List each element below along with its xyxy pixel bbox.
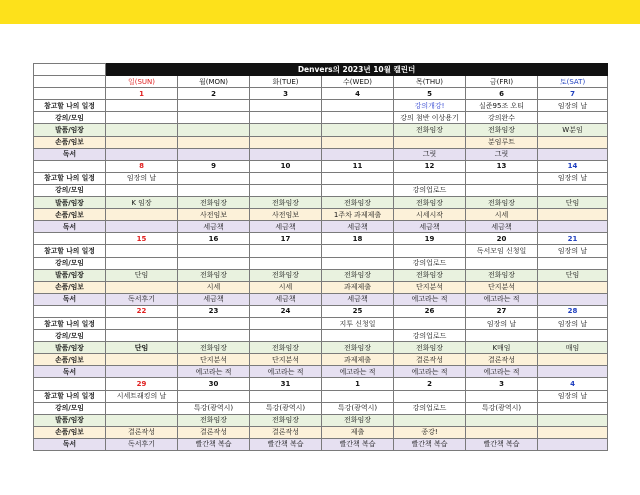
date-row-spacer xyxy=(34,233,106,245)
calendar-cell[interactable] xyxy=(538,281,608,293)
date-cell: 29 xyxy=(106,378,178,390)
calendar-cell[interactable]: 강의업로드 xyxy=(394,184,466,196)
date-cell: 4 xyxy=(322,88,394,100)
calendar-cell[interactable]: 전화임장 xyxy=(250,269,322,281)
reading-row xyxy=(34,366,608,378)
analysis-row xyxy=(34,136,608,148)
row-label: 참고할 나의 일정 xyxy=(34,172,106,184)
calendar-cell[interactable]: 전화임장 xyxy=(250,342,322,354)
calendar-cell[interactable]: 전화임장 xyxy=(394,197,466,209)
calendar-cell[interactable]: 그릿 xyxy=(466,148,538,160)
calendar-cell[interactable] xyxy=(250,245,322,257)
calendar-cell[interactable] xyxy=(394,136,466,148)
row-label: 손품/임보 xyxy=(34,426,106,438)
date-cell: 1 xyxy=(322,378,394,390)
calendar-cell[interactable]: 결론작성 xyxy=(466,354,538,366)
calendar-cell[interactable] xyxy=(178,148,250,160)
date-row xyxy=(34,378,608,390)
calendar-cell[interactable]: 임장의 날 xyxy=(538,100,608,112)
weekday-tue: 화(TUE) xyxy=(250,76,322,88)
schedule-row xyxy=(34,317,608,329)
calendar-cell[interactable] xyxy=(538,112,608,124)
calendar-cell[interactable]: 강의완수 xyxy=(466,112,538,124)
row-label: 발품/임장 xyxy=(34,414,106,426)
row-label: 강의/모임 xyxy=(34,330,106,342)
lecture-row xyxy=(34,257,608,269)
calendar-cell[interactable] xyxy=(106,414,178,426)
calendar-cell[interactable]: 사전임보 xyxy=(250,209,322,221)
calendar-cell[interactable] xyxy=(322,245,394,257)
calendar-cell[interactable]: 전화임장 xyxy=(394,342,466,354)
date-row xyxy=(34,305,608,317)
calendar-cell[interactable] xyxy=(178,124,250,136)
date-row xyxy=(34,160,608,172)
reading-row xyxy=(34,221,608,233)
date-cell: 14 xyxy=(538,160,608,172)
calendar-cell[interactable]: 결론작성 xyxy=(394,354,466,366)
calendar-cell[interactable] xyxy=(538,366,608,378)
date-row xyxy=(34,233,608,245)
row-label: 참고할 나의 일정 xyxy=(34,390,106,402)
lecture-row xyxy=(34,402,608,414)
schedule-row xyxy=(34,172,608,184)
date-cell: 9 xyxy=(178,160,250,172)
row-label: 발품/임장 xyxy=(34,124,106,136)
schedule-row xyxy=(34,390,608,402)
calendar-cell[interactable]: 단임 xyxy=(106,269,178,281)
calendar-cell[interactable]: 분임루트 xyxy=(466,136,538,148)
calendar-cell[interactable] xyxy=(178,136,250,148)
calendar-cell[interactable]: 세금책 xyxy=(178,221,250,233)
calendar-cell[interactable] xyxy=(178,100,250,112)
calendar-cell[interactable] xyxy=(250,390,322,402)
calendar-cell[interactable] xyxy=(538,293,608,305)
date-cell: 19 xyxy=(394,233,466,245)
date-cell: 10 xyxy=(250,160,322,172)
calendar-cell[interactable] xyxy=(178,330,250,342)
calendar-cell[interactable] xyxy=(250,184,322,196)
calendar-cell[interactable]: 시세트래킹의 날 xyxy=(106,390,178,402)
date-cell: 3 xyxy=(466,378,538,390)
calendar-cell[interactable] xyxy=(538,184,608,196)
calendar-cell[interactable]: 특강(광역시) xyxy=(178,402,250,414)
calendar-cell[interactable]: 독서모임 신청일 xyxy=(466,245,538,257)
lecture-row xyxy=(34,112,608,124)
calendar-cell[interactable] xyxy=(106,112,178,124)
calendar-cell[interactable]: 에고라는 적 xyxy=(466,366,538,378)
calendar-cell[interactable] xyxy=(106,317,178,329)
row-label: 손품/임보 xyxy=(34,354,106,366)
calendar-cell[interactable]: 전화임장 xyxy=(250,197,322,209)
date-cell: 8 xyxy=(106,160,178,172)
weekday-sun: 일(SUN) xyxy=(106,76,178,88)
row-label: 참고할 나의 일정 xyxy=(34,245,106,257)
calendar-cell[interactable]: 시세 xyxy=(178,281,250,293)
row-label: 참고할 나의 일정 xyxy=(34,317,106,329)
calendar-cell[interactable]: 빨간책 복습 xyxy=(250,438,322,450)
date-cell: 31 xyxy=(250,378,322,390)
calendar-cell[interactable] xyxy=(466,257,538,269)
date-cell: 5 xyxy=(394,88,466,100)
calendar-cell[interactable] xyxy=(322,257,394,269)
weekday-header-row xyxy=(34,76,608,88)
calendar-cell[interactable] xyxy=(250,112,322,124)
date-cell: 24 xyxy=(250,305,322,317)
calendar-cell[interactable]: 단지분석 xyxy=(178,354,250,366)
calendar-cell[interactable]: 에고라는 적 xyxy=(322,366,394,378)
date-row-spacer xyxy=(34,305,106,317)
calendar-cell[interactable] xyxy=(178,390,250,402)
weekday-wed: 수(WED) xyxy=(322,76,394,88)
calendar-cell[interactable]: 에고라는 적 xyxy=(466,293,538,305)
calendar-cell[interactable]: 에고라는 적 xyxy=(250,366,322,378)
calendar-cell[interactable] xyxy=(250,317,322,329)
calendar-cell[interactable]: 시세시작 xyxy=(394,209,466,221)
lecture-row xyxy=(34,330,608,342)
weekday-mon: 월(MON) xyxy=(178,76,250,88)
calendar-cell[interactable] xyxy=(178,172,250,184)
reading-row xyxy=(34,293,608,305)
fieldwork-row xyxy=(34,197,608,209)
date-cell: 7 xyxy=(538,88,608,100)
calendar-cell[interactable] xyxy=(538,402,608,414)
row-label: 발품/임장 xyxy=(34,269,106,281)
calendar-cell[interactable]: 강의개강! xyxy=(394,100,466,112)
calendar-cell[interactable] xyxy=(250,124,322,136)
calendar-cell[interactable]: K매임 xyxy=(466,342,538,354)
date-cell: 2 xyxy=(394,378,466,390)
date-cell: 13 xyxy=(466,160,538,172)
calendar-cell[interactable] xyxy=(106,330,178,342)
calendar-cell[interactable]: 전화임장 xyxy=(322,197,394,209)
calendar-cell[interactable]: 세금책 xyxy=(250,293,322,305)
calendar-cell[interactable]: 세금책 xyxy=(250,221,322,233)
calendar-cell[interactable] xyxy=(106,184,178,196)
date-row-spacer xyxy=(34,160,106,172)
date-row xyxy=(34,88,608,100)
calendar-cell[interactable]: 임장의 날 xyxy=(538,172,608,184)
calendar-cell[interactable]: 세금책 xyxy=(394,221,466,233)
calendar-cell[interactable] xyxy=(322,330,394,342)
calendar-cell[interactable]: 독서후기 xyxy=(106,438,178,450)
calendar-cell[interactable]: 강의업로드 xyxy=(394,402,466,414)
calendar-body xyxy=(34,64,608,451)
calendar-cell[interactable]: 특강(광역시) xyxy=(466,402,538,414)
calendar-cell[interactable]: 종강! xyxy=(394,426,466,438)
schedule-row xyxy=(34,245,608,257)
row-label: 발품/임장 xyxy=(34,197,106,209)
calendar-cell[interactable] xyxy=(322,112,394,124)
calendar-cell[interactable]: 전화임장 xyxy=(178,269,250,281)
calendar-cell[interactable] xyxy=(322,124,394,136)
calendar-cell[interactable]: 단지분석 xyxy=(250,354,322,366)
calendar-cell[interactable] xyxy=(466,426,538,438)
calendar-cell[interactable] xyxy=(178,184,250,196)
calendar-cell[interactable]: 임장의 날 xyxy=(538,317,608,329)
calendar-cell[interactable] xyxy=(538,136,608,148)
calendar-cell[interactable]: 사전임보 xyxy=(178,209,250,221)
calendar-cell[interactable]: 1주차 과제제출 xyxy=(322,209,394,221)
date-cell: 1 xyxy=(106,88,178,100)
calendar-cell[interactable]: 지투 신청일 xyxy=(322,317,394,329)
calendar-cell[interactable] xyxy=(106,354,178,366)
calendar-cell[interactable]: 실준95조 오티 xyxy=(466,100,538,112)
row-label: 독서 xyxy=(34,293,106,305)
calendar-cell[interactable]: 특강(광역시) xyxy=(250,402,322,414)
date-cell: 30 xyxy=(178,378,250,390)
calendar-cell[interactable] xyxy=(538,209,608,221)
calendar-cell[interactable] xyxy=(394,245,466,257)
calendar-cell[interactable]: 과제제출 xyxy=(322,281,394,293)
calendar-cell[interactable] xyxy=(178,257,250,269)
calendar-cell[interactable]: 전화임장 xyxy=(466,124,538,136)
calendar-cell[interactable] xyxy=(466,390,538,402)
calendar-cell[interactable]: 단지분석 xyxy=(394,281,466,293)
calendar-cell[interactable]: 세금책 xyxy=(178,293,250,305)
calendar-cell[interactable]: 시세 xyxy=(250,281,322,293)
date-cell: 23 xyxy=(178,305,250,317)
calendar-cell[interactable]: 임장의 날 xyxy=(538,245,608,257)
calendar-cell[interactable]: 전화임장 xyxy=(394,124,466,136)
date-cell: 2 xyxy=(178,88,250,100)
calendar-cell[interactable]: 특강(광역시) xyxy=(322,402,394,414)
calendar-cell[interactable] xyxy=(106,245,178,257)
calendar-cell[interactable]: 전화임장 xyxy=(466,197,538,209)
row-label: 독서 xyxy=(34,148,106,160)
calendar-cell[interactable] xyxy=(394,390,466,402)
reading-row xyxy=(34,148,608,160)
row-label: 강의/모임 xyxy=(34,257,106,269)
date-cell: 6 xyxy=(466,88,538,100)
calendar-cell[interactable]: 강의 첨반 이상용기 xyxy=(394,112,466,124)
fieldwork-row xyxy=(34,414,608,426)
calendar-cell[interactable]: 결론작성 xyxy=(250,426,322,438)
calendar-cell[interactable] xyxy=(178,245,250,257)
title-row xyxy=(34,64,608,76)
calendar-cell[interactable]: 전화임장 xyxy=(178,414,250,426)
calendar-cell[interactable] xyxy=(250,136,322,148)
calendar-cell[interactable]: 전화임장 xyxy=(322,342,394,354)
calendar-cell[interactable] xyxy=(322,100,394,112)
date-cell: 12 xyxy=(394,160,466,172)
calendar-cell[interactable]: 세금책 xyxy=(466,221,538,233)
calendar-cell[interactable]: 빨간책 복습 xyxy=(466,438,538,450)
date-cell: 17 xyxy=(250,233,322,245)
date-cell: 11 xyxy=(322,160,394,172)
calendar-cell[interactable]: 전화임장 xyxy=(322,414,394,426)
calendar-cell[interactable] xyxy=(106,402,178,414)
fieldwork-row xyxy=(34,269,608,281)
calendar-cell[interactable] xyxy=(466,184,538,196)
calendar-cell[interactable] xyxy=(538,330,608,342)
calendar-cell[interactable]: 그릿 xyxy=(394,148,466,160)
calendar-cell[interactable] xyxy=(250,257,322,269)
calendar-cell[interactable] xyxy=(106,124,178,136)
fieldwork-row xyxy=(34,124,608,136)
calendar-cell[interactable] xyxy=(106,100,178,112)
calendar-cell[interactable] xyxy=(538,354,608,366)
calendar-cell[interactable] xyxy=(466,172,538,184)
calendar-cell[interactable] xyxy=(178,112,250,124)
calendar-cell[interactable]: 단임 xyxy=(538,269,608,281)
date-cell: 4 xyxy=(538,378,608,390)
calendar-cell[interactable] xyxy=(250,330,322,342)
row-label: 강의/모임 xyxy=(34,402,106,414)
analysis-row xyxy=(34,209,608,221)
row-label: 손품/임보 xyxy=(34,209,106,221)
calendar-cell[interactable]: 세금책 xyxy=(322,221,394,233)
calendar-cell[interactable]: 제출 xyxy=(322,426,394,438)
calendar-cell[interactable] xyxy=(322,136,394,148)
weekday-fri: 금(FRI) xyxy=(466,76,538,88)
calendar-cell[interactable] xyxy=(250,172,322,184)
calendar-cell[interactable]: 빨간책 복습 xyxy=(394,438,466,450)
calendar-cell[interactable] xyxy=(106,209,178,221)
calendar-cell[interactable] xyxy=(322,172,394,184)
calendar-cell[interactable] xyxy=(106,257,178,269)
calendar-cell[interactable]: 과제제출 xyxy=(322,354,394,366)
top-banner xyxy=(0,0,640,24)
calendar-cell[interactable] xyxy=(466,414,538,426)
row-label: 강의/모임 xyxy=(34,184,106,196)
date-row-spacer xyxy=(34,378,106,390)
row-label: 손품/임보 xyxy=(34,136,106,148)
calendar-cell[interactable]: K 임장 xyxy=(106,197,178,209)
calendar-cell[interactable]: 결론작성 xyxy=(106,426,178,438)
calendar-cell[interactable] xyxy=(538,414,608,426)
calendar-cell[interactable] xyxy=(538,221,608,233)
calendar-cell[interactable]: 단임 xyxy=(106,342,178,354)
calendar-cell[interactable]: 전화임장 xyxy=(394,269,466,281)
calendar-cell[interactable]: 시세 xyxy=(466,209,538,221)
calendar-cell[interactable]: 임장의 날 xyxy=(106,172,178,184)
calendar-cell[interactable] xyxy=(538,148,608,160)
calendar-cell[interactable] xyxy=(394,414,466,426)
date-row-spacer xyxy=(34,88,106,100)
calendar-sheet xyxy=(33,63,607,451)
calendar-cell[interactable] xyxy=(394,172,466,184)
date-cell: 20 xyxy=(466,233,538,245)
calendar-cell[interactable]: 전화임장 xyxy=(322,269,394,281)
analysis-row xyxy=(34,426,608,438)
calendar-cell[interactable] xyxy=(106,281,178,293)
reading-row xyxy=(34,438,608,450)
calendar-cell[interactable] xyxy=(106,366,178,378)
date-cell: 27 xyxy=(466,305,538,317)
calendar-cell[interactable]: 임장의 날 xyxy=(466,317,538,329)
calendar-cell[interactable] xyxy=(394,317,466,329)
calendar-cell[interactable]: 전화임장 xyxy=(178,197,250,209)
calendar-cell[interactable] xyxy=(106,221,178,233)
calendar-cell[interactable] xyxy=(106,148,178,160)
header-corner xyxy=(34,76,106,88)
calendar-table xyxy=(33,63,608,451)
date-cell: 28 xyxy=(538,305,608,317)
calendar-cell[interactable]: 빨간책 복습 xyxy=(322,438,394,450)
calendar-cell[interactable]: 강의업로드 xyxy=(394,257,466,269)
date-cell: 22 xyxy=(106,305,178,317)
calendar-cell[interactable] xyxy=(178,317,250,329)
row-label: 손품/임보 xyxy=(34,281,106,293)
calendar-cell[interactable]: 전화임장 xyxy=(178,342,250,354)
calendar-cell[interactable]: 단임 xyxy=(538,197,608,209)
calendar-cell[interactable]: 독서후기 xyxy=(106,293,178,305)
calendar-cell[interactable]: 임장의 날 xyxy=(538,390,608,402)
calendar-cell[interactable]: 세금책 xyxy=(322,293,394,305)
date-cell: 3 xyxy=(250,88,322,100)
date-cell: 26 xyxy=(394,305,466,317)
calendar-cell[interactable] xyxy=(106,136,178,148)
date-cell: 18 xyxy=(322,233,394,245)
calendar-cell[interactable]: 강의업로드 xyxy=(394,330,466,342)
analysis-row xyxy=(34,281,608,293)
calendar-cell[interactable]: 에고라는 적 xyxy=(394,366,466,378)
calendar-cell[interactable]: 에고라는 적 xyxy=(394,293,466,305)
calendar-cell[interactable] xyxy=(250,100,322,112)
calendar-cell[interactable]: W분임 xyxy=(538,124,608,136)
lecture-row xyxy=(34,184,608,196)
weekday-sat: 토(SAT) xyxy=(538,76,608,88)
date-cell: 15 xyxy=(106,233,178,245)
row-label: 독서 xyxy=(34,366,106,378)
row-label: 강의/모임 xyxy=(34,112,106,124)
calendar-cell[interactable] xyxy=(538,426,608,438)
row-label: 독서 xyxy=(34,221,106,233)
calendar-cell[interactable]: 전화임장 xyxy=(250,414,322,426)
row-label: 참고할 나의 일정 xyxy=(34,100,106,112)
calendar-title: Denvers의 2023년 10월 캘린더 xyxy=(106,64,608,76)
calendar-cell[interactable]: 결론작성 xyxy=(178,426,250,438)
calendar-cell[interactable] xyxy=(466,330,538,342)
date-cell: 16 xyxy=(178,233,250,245)
weekday-thu: 목(THU) xyxy=(394,76,466,88)
calendar-cell[interactable]: 매임 xyxy=(538,342,608,354)
calendar-cell[interactable] xyxy=(538,257,608,269)
row-label: 독서 xyxy=(34,438,106,450)
calendar-cell[interactable] xyxy=(322,184,394,196)
calendar-cell[interactable]: 빨간책 복습 xyxy=(178,438,250,450)
calendar-cell[interactable]: 단지분석 xyxy=(466,281,538,293)
calendar-cell[interactable] xyxy=(250,148,322,160)
date-cell: 21 xyxy=(538,233,608,245)
date-cell: 25 xyxy=(322,305,394,317)
calendar-cell[interactable] xyxy=(322,148,394,160)
analysis-row xyxy=(34,354,608,366)
calendar-cell[interactable] xyxy=(538,438,608,450)
calendar-cell[interactable] xyxy=(322,390,394,402)
schedule-row xyxy=(34,100,608,112)
fieldwork-row xyxy=(34,342,608,354)
calendar-cell[interactable]: 전화임장 xyxy=(466,269,538,281)
title-spacer xyxy=(34,64,106,76)
row-label: 발품/임장 xyxy=(34,342,106,354)
calendar-cell[interactable]: 에고라는 적 xyxy=(178,366,250,378)
